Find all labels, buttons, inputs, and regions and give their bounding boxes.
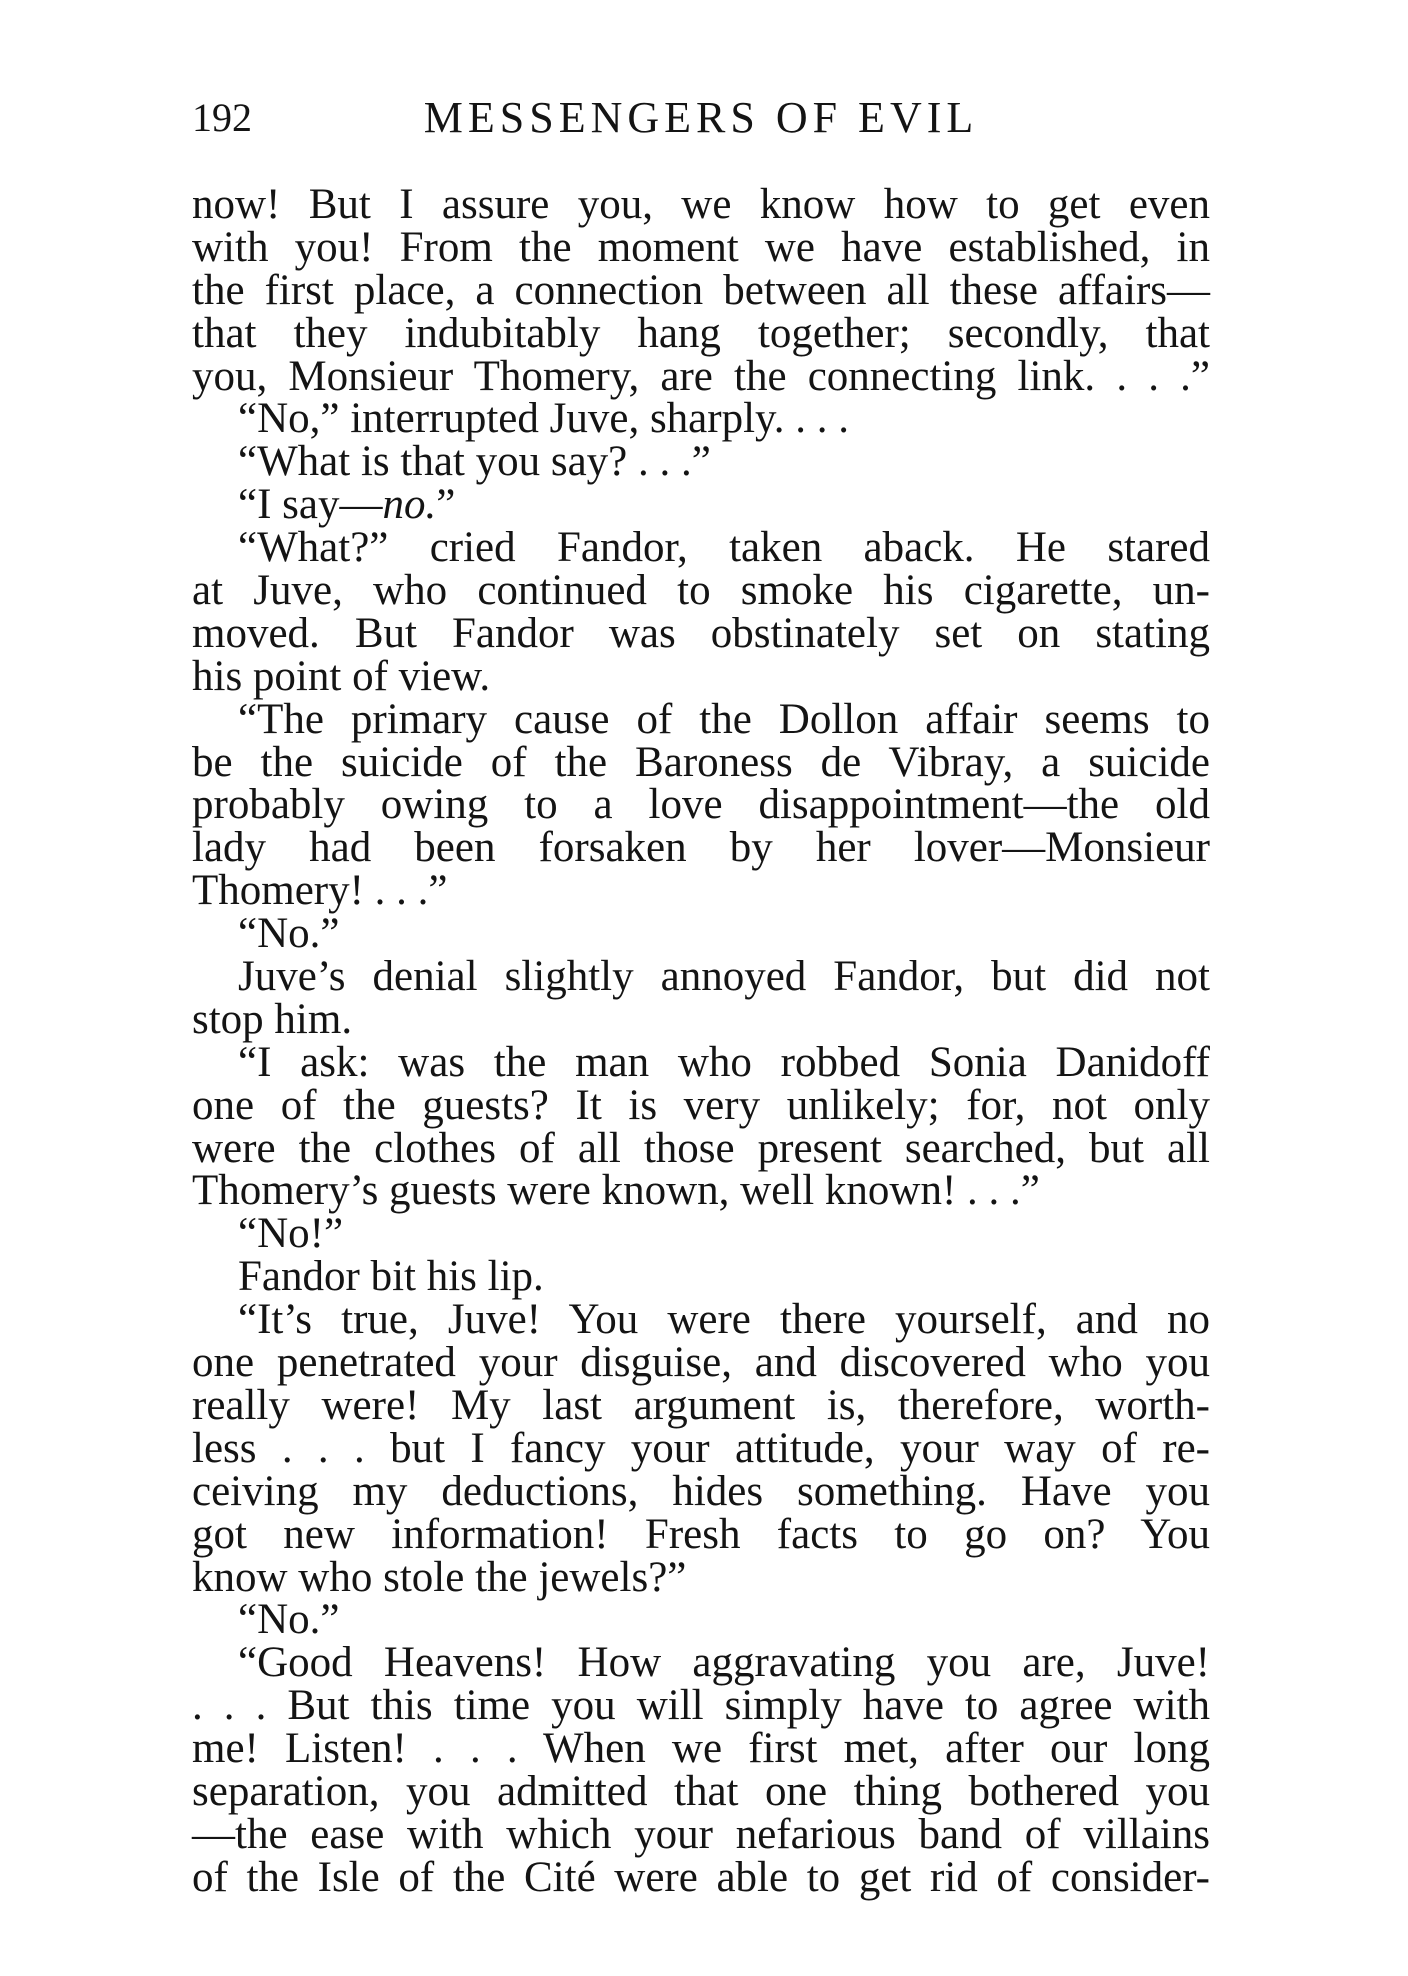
text-line: got new information! Fresh facts to go on? You <box>192 1510 1210 1558</box>
text-line: “No,” interrupted Juve, sharply. . . . <box>238 395 849 443</box>
text-line: —the ease with which your nefarious band of villains <box>192 1810 1210 1858</box>
emphasis: no. <box>382 481 437 529</box>
paragraph <box>192 181 1210 400</box>
paragraph <box>192 438 1210 486</box>
text-line: me! Listen! . . . When we first met, after our long <box>192 1725 1210 1773</box>
paragraph <box>192 953 1210 1043</box>
paragraph <box>192 1596 1210 1644</box>
text-line: really were! My last argument is, therefore, worth- <box>192 1381 1210 1429</box>
paragraph <box>192 1210 1210 1258</box>
text-line: Fandor bit his lip. <box>238 1253 544 1301</box>
text-line: “What is that you say? . . .” <box>238 438 711 486</box>
text-line: separation, you admitted that one thing bothered you <box>192 1767 1210 1815</box>
text-line: at Juve, who continued to smoke his cigarette, un- <box>192 567 1210 615</box>
text-line: “What?” cried Fandor, taken aback. He stared <box>238 524 1210 572</box>
paragraph <box>192 1253 1210 1301</box>
text-line: one penetrated your disguise, and discovered who you <box>192 1339 1210 1387</box>
text-line: moved. But Fandor was obstinately set on stating <box>192 609 1210 657</box>
text-line: be the suicide of the Baroness de Vibray, a suicide <box>192 738 1210 786</box>
paragraph <box>192 1038 1210 1215</box>
text-line: one of the guests? It is very unlikely; for, not only <box>192 1081 1210 1129</box>
page-number: 192 <box>192 95 252 140</box>
text-line: Juve’s denial slightly annoyed Fandor, but did not <box>238 953 1210 1001</box>
text-line: with you! From the moment we have established, in <box>192 223 1210 271</box>
text-line: “The primary cause of the Dollon affair seems to <box>238 695 1210 743</box>
text-line: know who stole the jewels?” <box>192 1553 687 1601</box>
paragraph <box>192 910 1210 958</box>
text-line: “No.” <box>238 1596 340 1644</box>
paragraph <box>192 481 1210 529</box>
text-line: the first place, a connection between all these affairs— <box>192 266 1210 314</box>
text-line: Thomery! . . .” <box>192 867 448 915</box>
paragraph <box>192 695 1210 915</box>
text-line: less . . . but I fancy your attitude, your way of re- <box>192 1424 1210 1472</box>
paragraph <box>192 1639 1210 1901</box>
paragraph <box>192 395 1210 443</box>
text-line: “It’s true, Juve! You were there yourself, and no <box>238 1296 1210 1344</box>
text-line: you, Monsieur Thomery, are the connecting link. . . .” <box>192 352 1210 400</box>
text-line: now! But I assure you, we know how to get even <box>192 181 1210 228</box>
text-line: ceiving my deductions, hides something. Have you <box>192 1467 1210 1515</box>
text-line: Thomery’s guests were known, well known! . . .” <box>192 1167 1040 1215</box>
text-line: his point of view. <box>192 652 491 700</box>
text-line: of the Isle of the Cité were able to get rid of consider- <box>192 1853 1210 1901</box>
text-line: were the clothes of all those present searched, but all <box>192 1124 1210 1172</box>
text-line <box>192 481 1210 529</box>
text-line: probably owing to a love disappointment—the old <box>192 781 1210 829</box>
text-line: “Good Heavens! How aggravating you are, Juve! <box>238 1639 1210 1687</box>
text-line: lady had been forsaken by her lover—Monsieur <box>192 824 1210 872</box>
text-run: ” <box>436 481 456 529</box>
text-line: “No.” <box>238 910 340 958</box>
text-line: “I ask: was the man who robbed Sonia Danidoff <box>238 1038 1210 1086</box>
running-title: MESSENGERS OF EVIL <box>423 93 979 142</box>
text-line: that they indubitably hang together; secondly, that <box>192 309 1210 357</box>
text-line: stop him. <box>192 995 353 1043</box>
text-line: . . . But this time you will simply have to agree with <box>192 1682 1210 1730</box>
paragraph <box>192 524 1210 700</box>
paragraph <box>192 1296 1210 1601</box>
text-line: “No!” <box>238 1210 344 1258</box>
text-run: “I say— <box>238 481 383 529</box>
body-text <box>192 181 1210 1901</box>
running-head <box>192 93 1210 143</box>
